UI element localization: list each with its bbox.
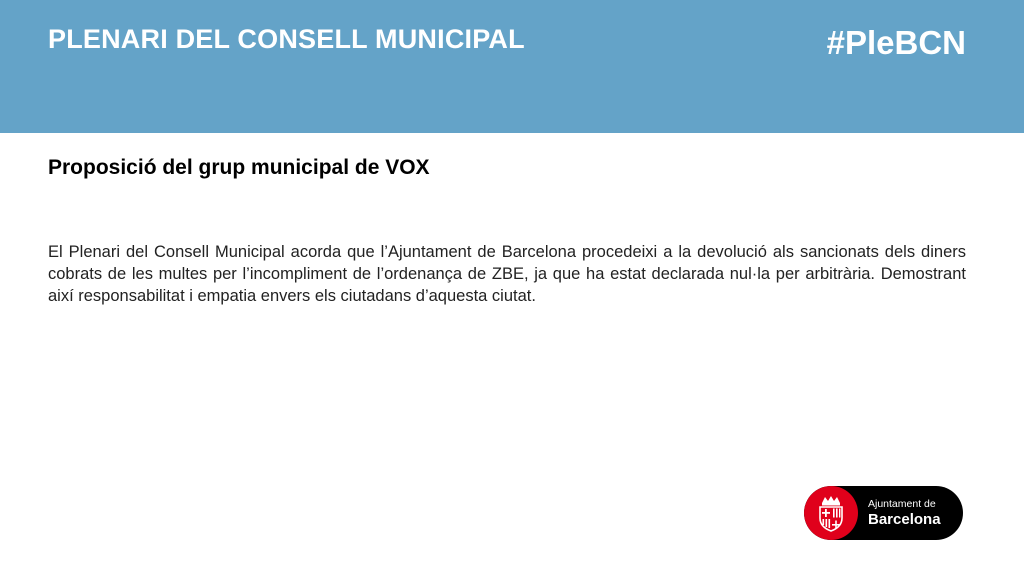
logo-text-line1: Ajuntament de	[868, 498, 936, 510]
proposal-title: Proposició del grup municipal de VOX	[48, 156, 430, 179]
page-title: PLENARI DEL CONSELL MUNICIPAL	[48, 24, 525, 54]
hashtag: #PleBCN	[826, 24, 966, 61]
ajuntament-logo	[804, 486, 963, 540]
header-banner	[0, 0, 1024, 133]
logo-text-line2: Barcelona	[868, 511, 941, 528]
proposal-text: El Plenari del Consell Municipal acorda que l’Ajuntament de Barcelona procedeixi a la devolució als sancionats dels diners cobrats de les multes per l’incompliment de l’ordenança de ZBE, ja que ha estat declarada nul·la per arbitrària. Demostrant així responsabilitat i empatia envers els ciutadans d’aquesta ciutat.	[48, 243, 966, 305]
barcelona-coat-of-arms-icon	[804, 486, 858, 540]
